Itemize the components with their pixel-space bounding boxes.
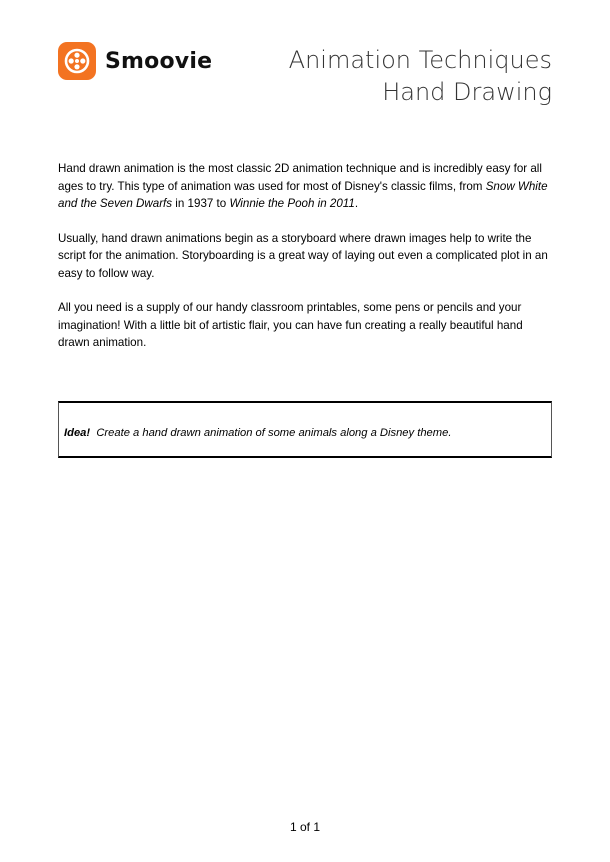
- film-title-snow-white: Snow White and the Seven Dwarfs: [58, 179, 548, 210]
- idea-text: Create a hand drawn animation of some animals along a Disney theme.: [96, 427, 452, 439]
- intro-text-c: .: [354, 197, 359, 210]
- title-line-2: Hand Drawing: [382, 78, 552, 106]
- brand-name: Smoovie: [105, 48, 213, 74]
- document-title: [289, 44, 552, 108]
- intro-text-b: in 1937 to: [172, 197, 230, 210]
- idea-label: Idea!: [64, 427, 91, 439]
- film-title-winnie: Winnie the Pooh in 2011: [229, 197, 355, 210]
- idea-callout: [58, 401, 552, 458]
- paragraph-storyboard: Usually, hand drawn animations begin as a storyboard where drawn images help to write the script for the animation. Storyboarding is a great way of laying out even a complicated plot in an easy to follow way.: [58, 231, 548, 280]
- brand-logo: [58, 42, 212, 80]
- title-line-1: Animation Techniques: [288, 46, 552, 74]
- paragraph-supplies: All you need is a supply of our handy classroom printables, some pens or pencils and your imagination! With a little bit of artistic flair, you can have fun creating a really beautiful hand drawn animation.: [58, 301, 523, 349]
- intro-text-a: Hand drawn animation is the most classic 2D animation technique and is incredibly easy for all ages to try. This type of animation was used for most of Disney's classic films, from: [58, 162, 542, 193]
- paragraph-intro: [58, 160, 554, 213]
- page-indicator: 1 of 1: [289, 820, 321, 834]
- film-reel-icon: [58, 42, 96, 80]
- body-content: [58, 160, 554, 369]
